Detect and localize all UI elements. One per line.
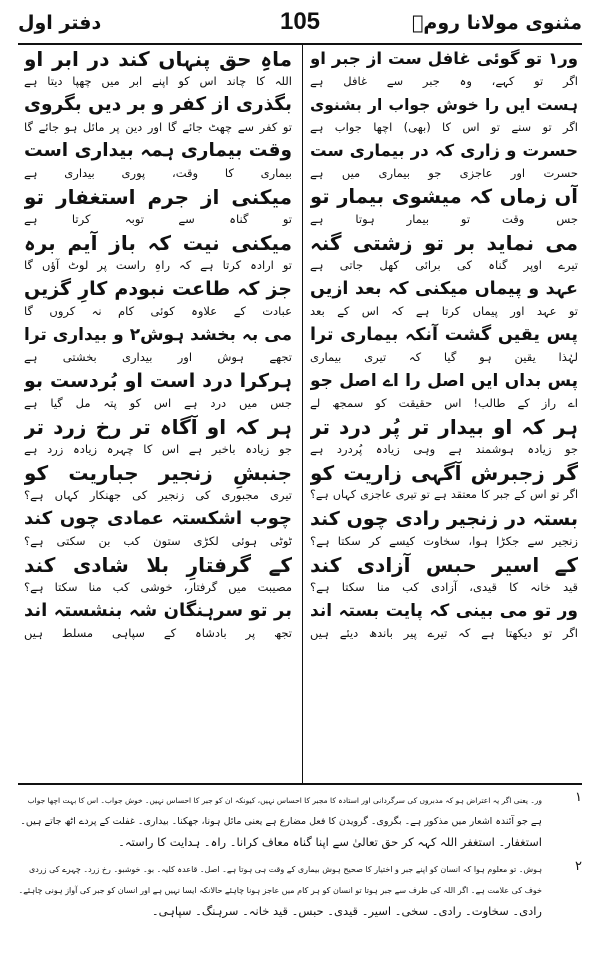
footnote-line: رادی۔ سخاوت۔ رادی۔ سخی۔ اسیر۔ قیدی۔ حبس۔ قید خانہ۔ سرہنگ۔ سپاہی۔	[151, 904, 542, 918]
urdu-translation: تیری مجبوری کی زنجیر کی جھنکار کہاں ہے؟	[24, 488, 292, 502]
urdu-translation: اگر تو اس کے جبر کا معتقد ہے تو تیری عاجزی کہاں ہے؟	[310, 488, 578, 501]
persian-verse: ہرکرا درد است او بُردست بو	[24, 370, 292, 392]
footnote-line: خوف کی علامت ہے۔ اگر اللہ کی طرف سے جبر ہوتا تو انسان کو ہر کام میں عاجز ہونا چاہئے حالانکہ ایسا نہیں ہے اور انسان کو جبر کی آواز ہونی چاہئے۔	[18, 886, 542, 895]
persian-verse: می نماید بر تو زشتی گنہ	[310, 231, 578, 255]
couplet	[24, 184, 292, 230]
volume-label: دفتر اول	[18, 12, 102, 34]
couplet	[310, 92, 578, 138]
persian-verse: بستہ در زنجیر رادی چوں کند	[310, 508, 578, 530]
couplet	[24, 138, 292, 184]
persian-verse: ور۱ تو گوئی غافل ست از جبر او	[310, 49, 578, 68]
urdu-translation: جو زیادہ باخبر ہے اس کا چہرہ زیادہ زرد ہے	[24, 442, 292, 456]
persian-verse: میکنی نیت کہ باز آیم برہ	[24, 231, 292, 255]
couplet	[310, 46, 578, 92]
footnote-marker: ۲	[575, 859, 582, 874]
persian-verse: چوب اشکستہ عمادی چوں کند	[24, 508, 292, 529]
persian-verse: پس بداں ایں اصل را اے اصل جو	[310, 371, 578, 391]
footnote-marker: ۱	[575, 790, 582, 805]
urdu-translation: لہٰذا یقین ہو گیا کہ تیری بیماری	[310, 350, 578, 364]
persian-verse: ماہِ حق پنہاں کند در ابر او	[24, 47, 292, 71]
persian-verse: وقت بیماری ہمہ بیداری است	[24, 140, 292, 161]
footnote	[18, 859, 582, 922]
urdu-translation: تجھ پر بادشاہ کے سپاہی مسلط ہیں	[24, 626, 292, 640]
couplet	[310, 138, 578, 184]
couplet	[310, 184, 578, 230]
footnote-line: ہے جو آئندہ اشعار میں مذکور ہے۔ بگروی۔ گرویدن کا فعل مضارع ہے یعنی مائل ہونا، جھکنا۔ بیداری۔ غفلت کے پردے اٹھ جاتے ہیں۔	[20, 816, 542, 827]
persian-verse: میکنی از جرم استغفار تو	[24, 185, 292, 209]
urdu-translation: جس وقت تو بیمار ہوتا ہے	[310, 212, 578, 226]
footnote-line: ور۔ یعنی اگر یہ اعتراض ہو کہ مدبروں کی سرگردانی اور استادہ کا مجبر کا احساس نہیں، کیونکہ ان کو جبر کا احساس نہیں۔ خوش جواب۔ اس کا بہت اچھا جواب	[27, 796, 542, 805]
urdu-translation: قید خانہ کا قیدی، آزادی کب منا سکتا ہے؟	[310, 580, 578, 594]
couplet	[24, 552, 292, 598]
page-header	[18, 6, 582, 42]
urdu-translation: تیرے اوپر گناہ کی برائی کھل جاتی ہے	[310, 258, 578, 272]
couplet	[310, 552, 578, 598]
persian-verse: کے اسیر حبس آزادی کند	[310, 553, 578, 577]
right-column	[310, 46, 578, 644]
urdu-translation: تو گناہ سے توبہ کرتا ہے	[24, 212, 292, 226]
urdu-translation: مصیبت میں گرفتار، خوشی کب منا سکتا ہے؟	[24, 580, 292, 594]
urdu-translation: تو کفر سے چھٹ جائے گا اور دین پر مائل ہو جائے گا	[24, 120, 292, 134]
couplet	[24, 92, 292, 138]
couplet	[310, 368, 578, 414]
persian-verse: آں زماں کہ میشوی بیمار تو	[310, 185, 578, 208]
couplet	[310, 322, 578, 368]
couplet	[24, 598, 292, 644]
couplet	[24, 322, 292, 368]
book-title: مثنوی مولانا رومؒ	[412, 12, 582, 34]
footnote-rule	[18, 783, 582, 785]
persian-verse: کے گرفتارِ بلا شادی کند	[24, 553, 292, 577]
couplet	[24, 368, 292, 414]
couplet	[310, 230, 578, 276]
column-divider	[302, 43, 303, 783]
persian-verse: ہست ایں را خوش جواب ار بشنوی	[310, 96, 578, 114]
couplet	[24, 414, 292, 460]
persian-verse: حسرت و زاری کہ در بیماری ست	[310, 141, 578, 160]
urdu-translation: اللہ کا چاند اس کو اپنے ابر میں چھپا دیتا ہے	[24, 74, 292, 88]
couplet	[310, 414, 578, 460]
persian-verse: ور تو می بینی کہ پایت بستہ اند	[310, 601, 578, 621]
persian-verse: جز کہ طاعت نبودم کارِ گزیں	[24, 278, 292, 300]
persian-verse: بر تو سرہنگان شہ بنشستہ اند	[24, 600, 292, 621]
header-rule	[18, 43, 582, 45]
couplet	[24, 506, 292, 552]
urdu-translation: اگر تو کہے، وہ جبر سے غافل ہے	[310, 74, 578, 88]
persian-verse: می بہ بخشد ہوش۲ و بیداری ترا	[24, 325, 292, 345]
urdu-translation: اگر تو دیکھتا ہے کہ تیرے پیر باندھ دیئے ہیں	[310, 626, 578, 640]
urdu-translation: عبادت کے علاوہ کوئی کام نہ کروں گا	[24, 304, 292, 318]
persian-verse: جنبشِ زنجیر جباریت کو	[24, 461, 292, 485]
couplet	[24, 230, 292, 276]
couplet	[310, 276, 578, 322]
couplet	[24, 460, 292, 506]
urdu-translation: بیماری کا وقت، پوری بیداری ہے	[24, 166, 292, 180]
couplet	[24, 276, 292, 322]
left-column	[24, 46, 292, 644]
urdu-translation: جس میں درد ہے اس کو پتہ مل گیا ہے	[24, 396, 292, 410]
urdu-translation: زنجیر سے جکڑا ہوا، سخاوت کیسے کر سکتا ہے؟	[310, 534, 578, 548]
urdu-translation: اگر تو سنے تو اس کا (بھی) اچھا جواب ہے	[310, 120, 578, 134]
urdu-translation: ٹوٹی ہوئی لکڑی ستون کب بن سکتی ہے؟	[24, 534, 292, 548]
footnote	[18, 790, 582, 853]
persian-verse: بگذری از کفر و بر دیں بگروی	[24, 94, 292, 115]
urdu-translation: اے راز کے طالب! اس حقیقت کو سمجھ لے	[310, 396, 578, 410]
urdu-translation: تو عہد اور پیماں کرتا ہے کہ اس کے بعد	[310, 304, 578, 318]
urdu-translation: تو ارادہ کرتا ہے کہ راہِ راست پر لوٹ آؤں گا	[24, 258, 292, 272]
urdu-translation: حسرت اور عاجزی جو بیماری میں ہے	[310, 166, 578, 180]
footnote-line: استغفار۔ استغفر اللہ کہہ کر حق تعالیٰ سے اپنا گناہ معاف کرانا۔ راہ۔ ہدایت کا راستہ۔	[118, 835, 542, 849]
couplet	[310, 460, 578, 506]
footnotes	[18, 790, 582, 928]
persian-verse: گر زجبرش آگہی زاریت کو	[310, 461, 578, 485]
footnote-line: ہوش۔ تو معلوم ہوا کہ انسان کو اپنے جبر و اختیار کا صحیح ہوش بیماری کے وقت ہی ہوتا ہے۔ اصل۔ قاعدہ کلیہ۔ بو۔ خوشبو۔ رخ زرد۔ چہرے کی زردی	[28, 865, 542, 874]
couplet	[310, 598, 578, 644]
persian-verse: ہر کہ او آگاہ تر رخ زرد تر	[24, 415, 292, 439]
page-number: 105	[279, 8, 321, 35]
couplet	[24, 46, 292, 92]
urdu-translation: تجھے ہوش اور بیداری بخشتی ہے	[24, 350, 292, 364]
persian-verse: ہر کہ او بیدار تر پُر درد تر	[310, 415, 578, 439]
persian-verse: عہد و پیماں میکنی کہ بعد ازیں	[310, 279, 578, 299]
persian-verse: پس یقیں گشت آنکہ بیماری ترا	[310, 325, 578, 345]
urdu-translation: جو زیادہ ہوشمند ہے وہی زیادہ پُردرد ہے	[310, 442, 578, 456]
couplet	[310, 506, 578, 552]
